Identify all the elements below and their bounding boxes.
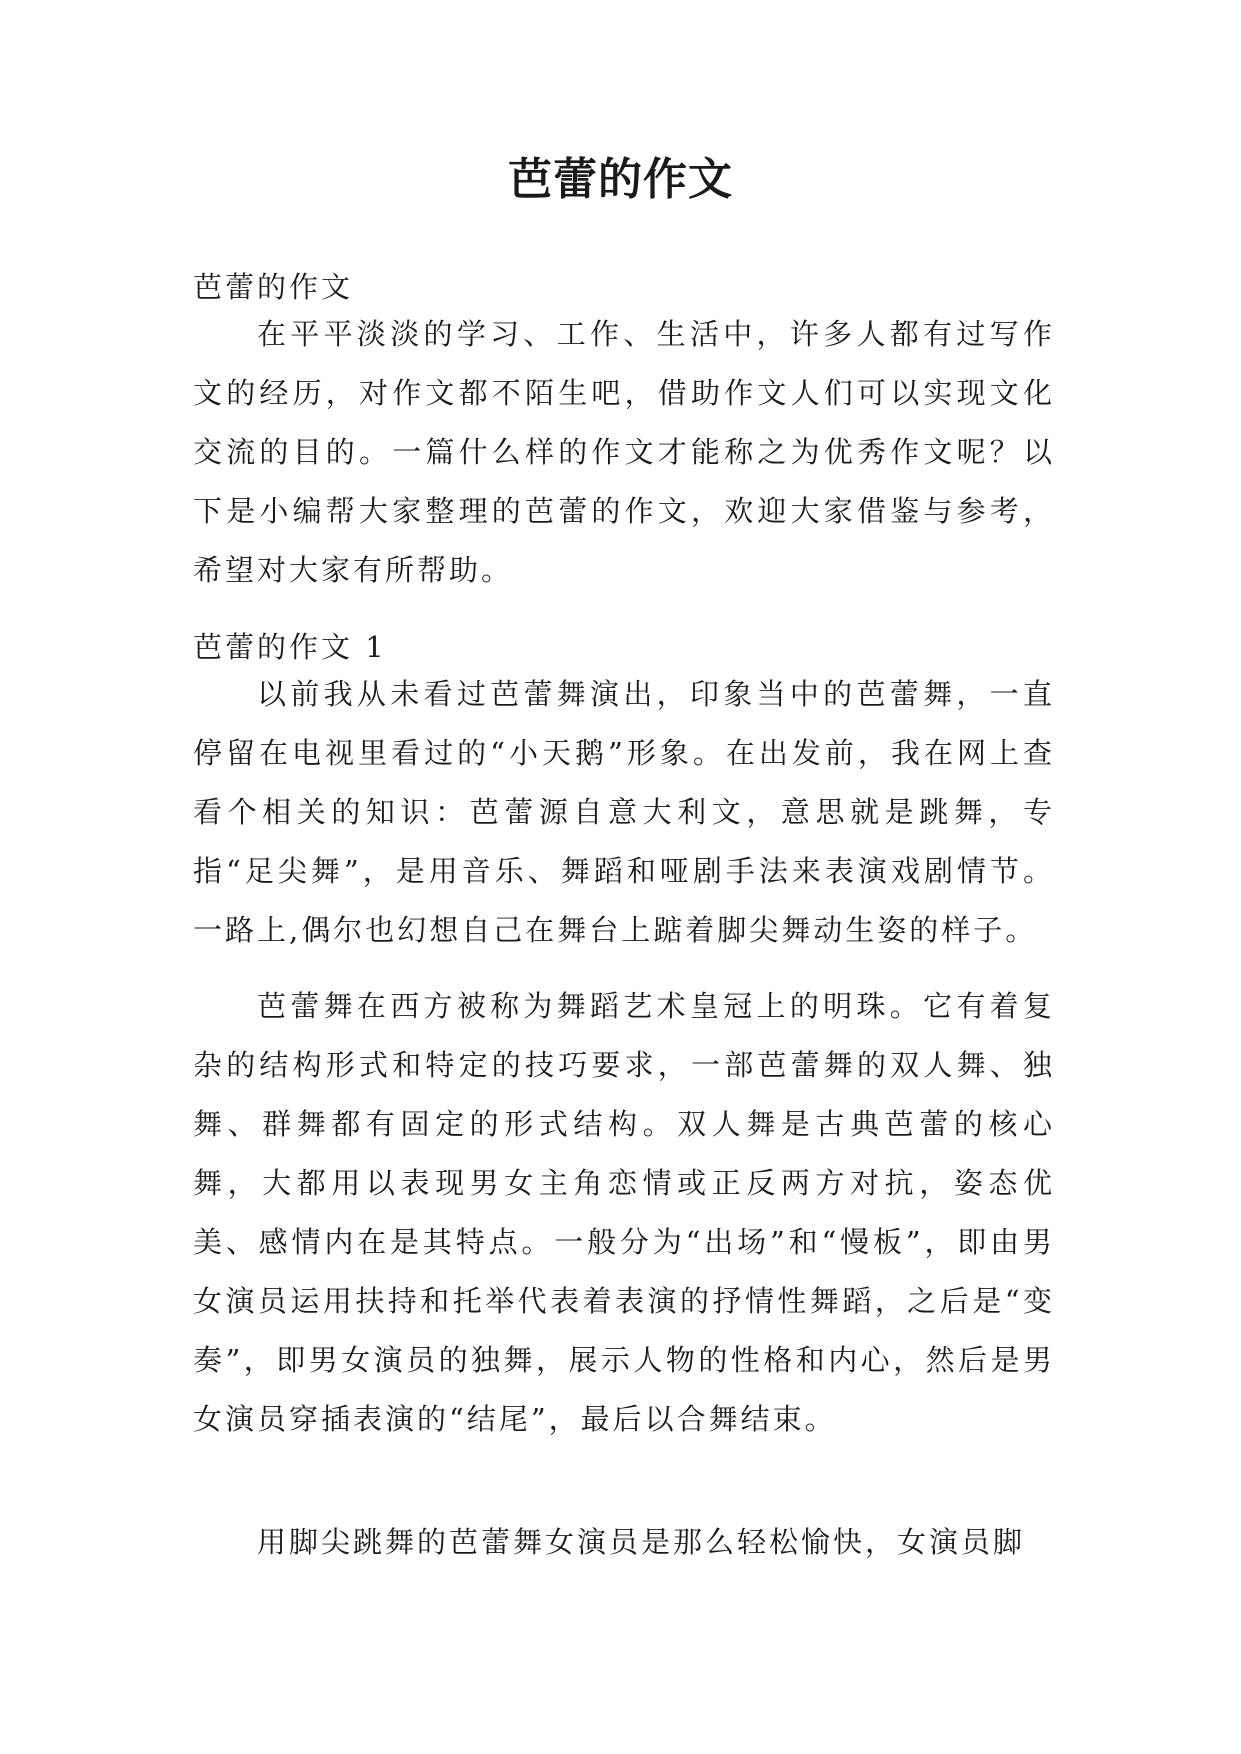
essay-1-heading: 芭蕾的作文 1 — [193, 630, 387, 664]
essay-1-paragraph-3: 用脚尖跳舞的芭蕾舞女演员是那么轻松愉快，女演员脚 — [257, 1525, 1026, 1559]
document-title: 芭蕾的作文 — [508, 154, 733, 205]
intro-heading: 芭蕾的作文 — [193, 270, 354, 304]
essay-1-paragraph-2: 芭蕾舞在西方被称为舞蹈艺术皇冠上的明珠。它有着复杂的结构形式和特定的技巧要求，一部芭蕾舞的双人舞、独舞、群舞都有固定的形式结构。双人舞是古典芭蕾的核心舞，大都用以表现男女主角恋情或正反两方对抗，姿态优美、感情内在是其特点。一般分为“出场”和“慢板”，即由男女演员运用扶持和托举代表着表演的抒情性舞蹈，之后是“变奏”，即男女演员的独舞，展示人物的性格和内心，然后是男女演员穿插表演的“结尾”，最后以合舞结束。 — [193, 989, 1055, 1436]
essay-1-paragraph-1: 以前我从未看过芭蕾舞演出，印象当中的芭蕾舞，一直停留在电视里看过的“小天鹅”形象。在出发前，我在网上查看个相关的知识：芭蕾源自意大利文，意思就是跳舞，专指“足尖舞”，是用音乐、舞蹈和哑剧手法来表演戏剧情节。一路上,偶尔也幻想自己在舞台上踮着脚尖舞动生姿的样子。 — [193, 677, 1055, 947]
intro-paragraph: 在平平淡淡的学习、工作、生活中，许多人都有过写作文的经历，对作文都不陌生吧，借助作文人们可以实现文化交流的目的。一篇什么样的作文才能称之为优秀作文呢？以下是小编帮大家整理的芭蕾的作文，欢迎大家借鉴与参考，希望对大家有所帮助。 — [193, 317, 1055, 587]
